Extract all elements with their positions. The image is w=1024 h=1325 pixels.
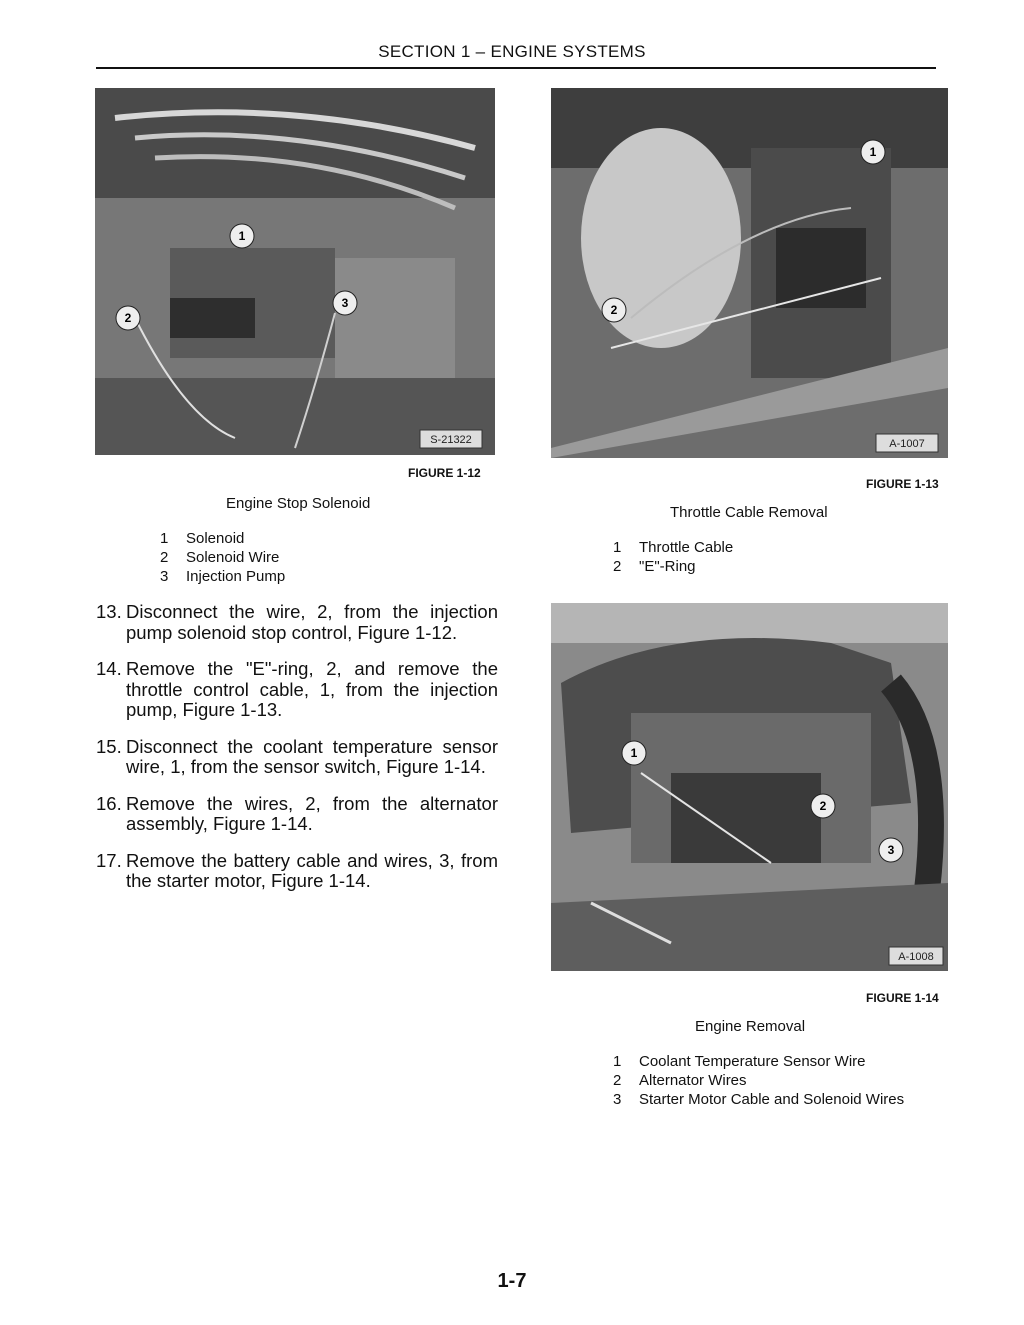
step-13	[96, 602, 498, 643]
legend-text: Solenoid Wire	[186, 549, 280, 566]
legend-text: Injection Pump	[186, 568, 286, 585]
figure-1-14-label: FIGURE 1-14	[866, 991, 939, 1005]
figure-1-12-callout-3: 3	[341, 296, 349, 310]
step-number: 14.	[96, 658, 122, 679]
step-number: 13.	[96, 601, 122, 622]
step-number: 17.	[96, 849, 122, 871]
step-16	[96, 794, 498, 835]
figure-1-12-callout-1: 1	[238, 229, 246, 243]
step-text: Remove the wires, 2, from the alternator assembly, Figure 1-14.	[126, 792, 498, 834]
legend-num: 1	[160, 530, 169, 547]
legend-row	[160, 529, 285, 548]
legend-num: 2	[613, 558, 622, 575]
figure-1-14-callout-2: 2	[819, 799, 827, 813]
step-text: Remove the battery cable and wires, 3, from the starter motor, Figure 1-14.	[126, 849, 498, 891]
legend-text: Coolant Temperature Sensor Wire	[639, 1053, 866, 1070]
figure-1-13-legend	[613, 538, 733, 576]
step-17	[96, 851, 498, 892]
step-text: Disconnect the coolant temperature sensor wire, 1, from the sensor switch, Figure 1-14.	[126, 735, 498, 777]
figure-1-12-legend	[160, 529, 285, 586]
figure-1-14-photo-id: A-1008	[898, 951, 934, 963]
figure-1-12-callout-2: 2	[124, 311, 132, 325]
section-header: SECTION 1 – ENGINE SYSTEMS	[378, 42, 646, 61]
legend-num: 2	[160, 549, 169, 566]
legend-num: 3	[613, 1091, 622, 1108]
page-number: 1-7	[497, 1270, 527, 1292]
figure-1-13-photo	[551, 88, 948, 458]
figure-1-13-caption: Throttle Cable Removal	[670, 504, 828, 521]
legend-row	[160, 567, 285, 586]
legend-num: 2	[613, 1072, 622, 1089]
figure-1-13-photo-id: A-1007	[889, 438, 925, 450]
procedure-steps	[96, 602, 498, 908]
figure-1-12-photo	[95, 88, 495, 455]
legend-row	[613, 1071, 904, 1090]
figure-1-14-callout-1: 1	[630, 746, 638, 760]
legend-text: Starter Motor Cable and Solenoid Wires	[639, 1091, 905, 1108]
figure-1-14-caption: Engine Removal	[695, 1018, 806, 1035]
step-14	[96, 659, 498, 721]
figure-1-13-callout-2: 2	[610, 303, 618, 317]
figure-1-14-callout-3: 3	[887, 843, 895, 857]
figure-1-14-legend	[613, 1052, 904, 1109]
figure-1-13-label: FIGURE 1-13	[866, 477, 939, 491]
legend-num: 1	[613, 1053, 622, 1070]
legend-row	[160, 548, 285, 567]
legend-text: "E"-Ring	[639, 558, 696, 575]
figure-1-14-photo	[551, 603, 948, 971]
legend-text: Throttle Cable	[639, 539, 734, 556]
figure-1-12-caption: Engine Stop Solenoid	[226, 495, 371, 512]
legend-row	[613, 557, 733, 576]
figure-1-13-callout-1: 1	[869, 145, 877, 159]
header-rule	[96, 67, 936, 69]
step-number: 15.	[96, 735, 122, 757]
figure-1-12-label: FIGURE 1-12	[408, 466, 481, 480]
step-text: Disconnect the wire, 2, from the injection pump solenoid stop control, Figure 1-12.	[126, 601, 498, 643]
step-number: 16.	[96, 792, 122, 814]
legend-row	[613, 1052, 904, 1071]
step-text: Remove the "E"-ring, 2, and remove the throttle control cable, 1, from the injection pump, Figure 1-13.	[126, 658, 498, 720]
legend-num: 3	[160, 568, 169, 585]
legend-row	[613, 1090, 904, 1109]
legend-text: Solenoid	[186, 530, 245, 547]
legend-num: 1	[613, 539, 622, 556]
legend-text: Alternator Wires	[639, 1072, 747, 1089]
figure-1-12-photo-id: S-21322	[430, 434, 472, 446]
step-15	[96, 737, 498, 778]
legend-row	[613, 538, 733, 557]
